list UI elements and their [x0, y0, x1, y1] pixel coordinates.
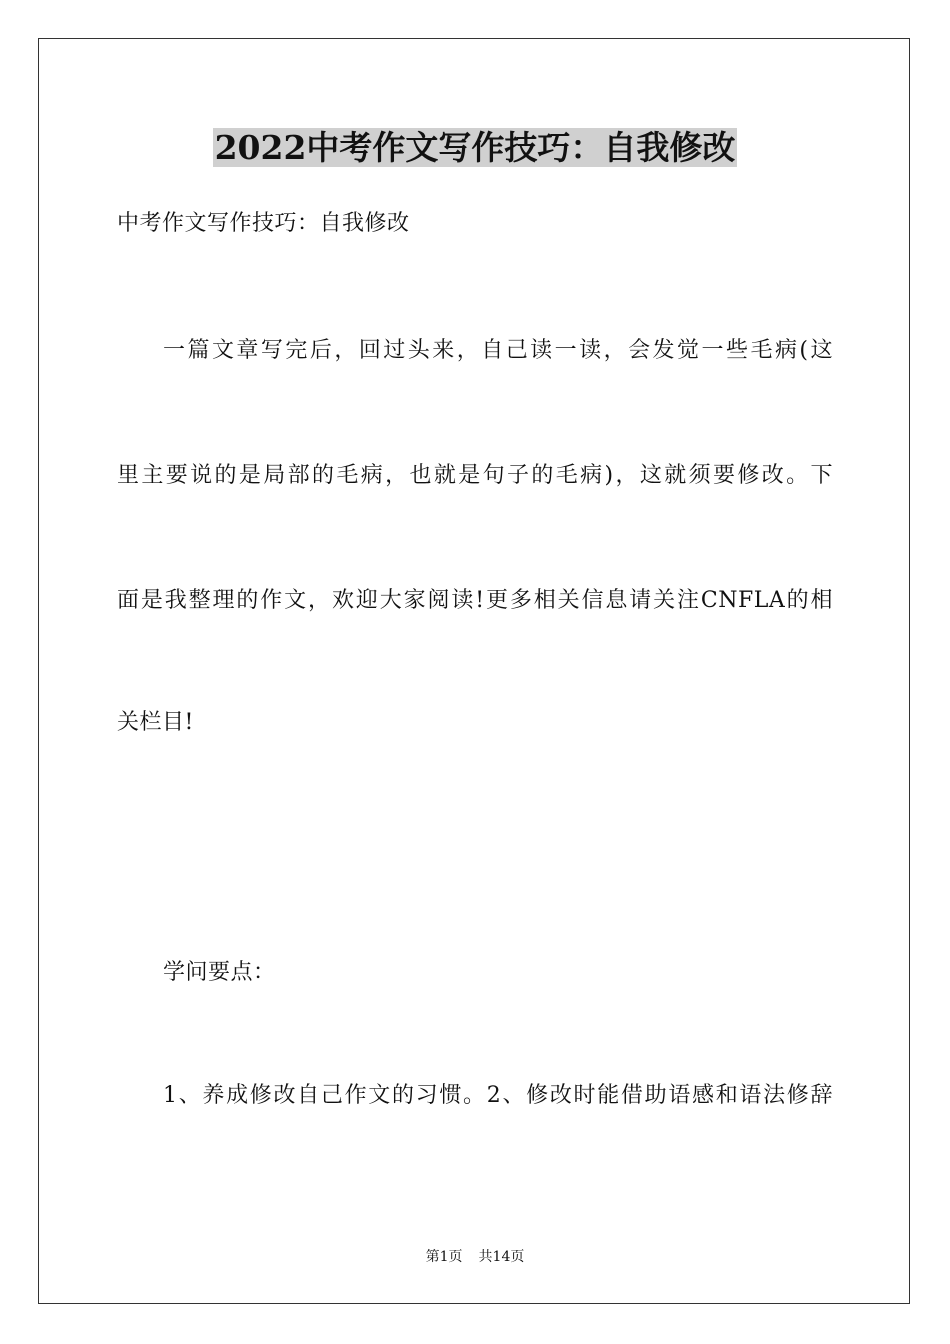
paragraph-line: 里主要说的是局部的毛病，也就是句子的毛病)，这就须要修改。下 [117, 463, 833, 488]
paragraph-line: 1、养成修改自己作文的习惯。2、修改时能借助语感和语法修辞 [163, 1083, 833, 1108]
document-title-text: 2022中考作文写作技巧：自我修改 [214, 128, 736, 167]
page-number: 第1页 [425, 1249, 463, 1265]
paragraph-line: 面是我整理的作文，欢迎大家阅读!更多相关信息请关注CNFLA的相 [117, 588, 834, 613]
page-total: 共14页 [478, 1249, 525, 1265]
section-heading: 学问要点： [163, 960, 276, 985]
document-subtitle: 中考作文写作技巧：自我修改 [117, 211, 410, 236]
paragraph-line: 一篇文章写完后，回过头来，自己读一读，会发觉一些毛病(这 [163, 338, 833, 363]
paragraph-line: 关栏目! [117, 710, 194, 735]
page-footer [0, 1247, 950, 1267]
document-title [0, 126, 950, 170]
